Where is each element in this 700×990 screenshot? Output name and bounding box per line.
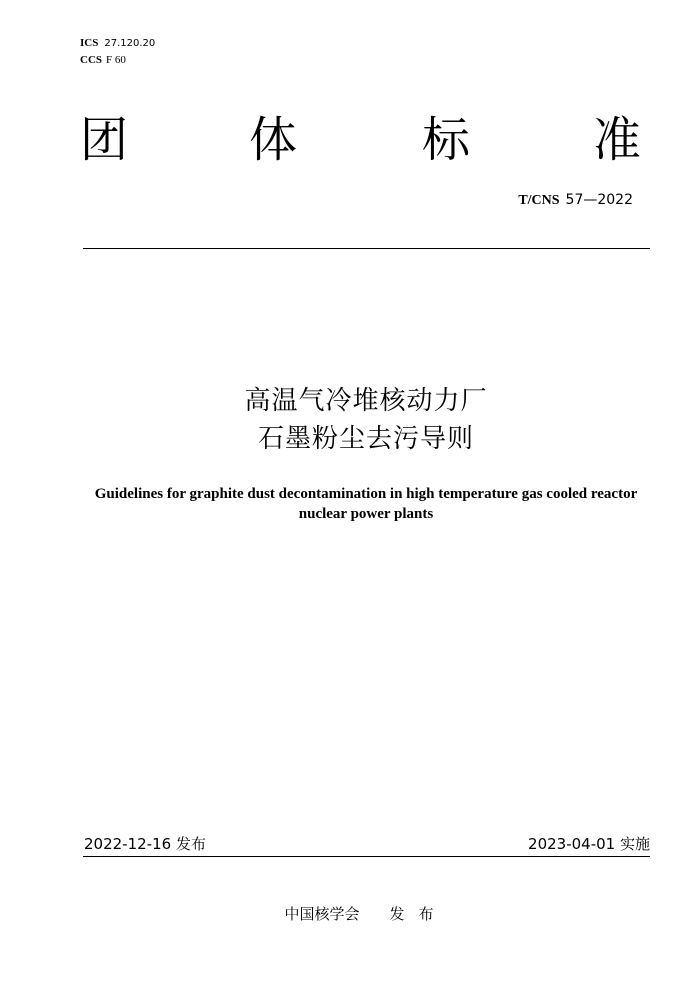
publisher-name: 中国核学会 <box>284 905 360 923</box>
ics-code <box>80 36 155 50</box>
standard-prefix: T/CNS <box>518 193 560 208</box>
category-char-1: 团 <box>80 112 129 168</box>
standard-num: 57—2022 <box>565 192 633 208</box>
title-en: Guidelines for graphite dust decontamination in high temperature gas cooled reactor nuclear power plants <box>94 486 638 522</box>
title-cn-line-2: 石墨粉尘去污导则 <box>257 424 474 454</box>
category-char-2: 体 <box>249 112 298 168</box>
footer-divider <box>83 856 650 857</box>
ccs-code <box>80 53 126 67</box>
title-cn-line-1: 高温气冷堆核动力厂 <box>244 386 488 416</box>
effective-date: 2023-04-01 实施 <box>528 835 650 853</box>
category-char-4: 准 <box>593 112 642 168</box>
issue-date: 2022-12-16 发布 <box>84 835 206 853</box>
publisher-verb: 发布 <box>389 905 448 923</box>
standard-number <box>518 192 633 209</box>
ccs-label: CCS <box>80 54 103 66</box>
ics-label: ICS <box>80 37 99 49</box>
ccs-value: F 60 <box>106 54 126 66</box>
header-divider <box>83 248 650 249</box>
category-char-3: 标 <box>422 112 471 168</box>
publisher <box>0 905 700 923</box>
ics-value: 27.120.20 <box>104 38 156 49</box>
